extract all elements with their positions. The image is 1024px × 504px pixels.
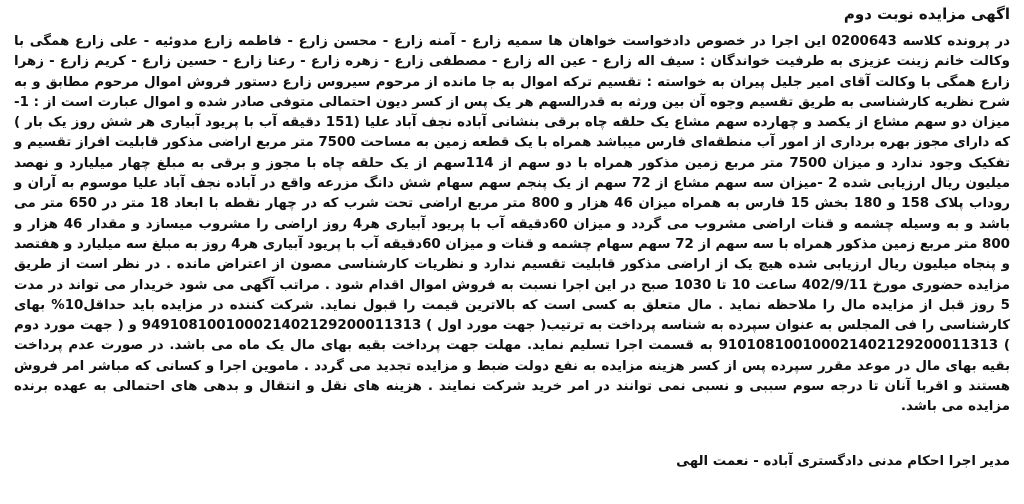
notice-body: در پرونده کلاسه 0200643 این اجرا در خصوص دادخواست خواهان ها سمیه زارع - آمنه زارع - محسن زارع - فاطمه زارع مدوئیه - علی زارع همگی با وکالت خانم زینت عزیزی به طرفیت خواندگان : سیف اله زارع - عین اله زارع - مصطفی زارع - زهره زارع - رعنا زارع - حسین زارع - کریم زارع - زهرا زارع همگی با وکالت آقای امیر جلیل پیران به خواسته : تقسیم ترکه اموال به جا مانده از مرحوم سیروس زارع دستور فروش اموال مرحوم مطابق و به شرح نظریه کارشناسی به طریق تقسیم وجوه آن بین ورثه به قدرالسهم هر یک پس از کسر دیون احتمالی متوفی صادر شده و اموال عبارت است از : 1-میزان دو سهم مشاع از یکصد و چهارده سهم مشاع یک حلقه چاه برقی بنشانی آباده نجف آباد علیا (151 دقیقه آب با پریود آبیاری هر شش روز یک بار ) که دارای مجوز بهره برداری از امور آب منطقه‌ای فارس میباشد همراه با یک قطعه زمین به مساحت 7500 متر مربع اراضی مذکور قابلیت افراز تقسیم و تفکیک وجود ندارد و میزان 7500 متر مربع زمین مذکور همراه با دو سهم از 114سهم از یک حلقه چاه با مجوز و برقی به مبلغ چهار میلیارد و نهصد میلیون ریال ارزیابی شده 2 -میزان سه سهم مشاع از 72 سهم از یک پنجم سهم سهام شش دانگ مزرعه واقع در آباده نجف آباد علیا موسوم به آران و روداب پلاک 158 و 180 بخش 15 فارس به همراه میزان 46 هزار و 800 متر مربع اراضی تحت شرب که در چهار نقطه با ابعاد 18 متر در 650 متر می باشد و به وسیله چشمه و قنات اراضی مشروب می گردد و میزان 60دقیقه آب با پریود آبیاری هر4 روز اراضی را مشروب میسازد و مقدار 46 هزار و 800 متر مربع زمین مذکور همراه با سه سهم از 72 سهم سهام چشمه و قنات و میزان 60دقیقه آب با پریود آبیاری هر4 روز به مبلغ سه میلیارد و هفتصد و پنجاه میلیون ریال ارزیابی شده هیچ یک از اراضی مذکور قابلیت تقسیم ندارد و نظریات کارشناسی مصون از اعتراض مانده . در نظر است از طریق مزایده حضوری مورخ 402/9/11 ساعت 10 تا 1030 صبح در این اجرا نسبت به فروش اموال اقدام شود . مراتب آگهی می شود خریدار می تواند در مدت 5 روز قبل از مزایده مال را ملاحظه نماید . مال متعلق به کسی است که بالاترین قیمت را قبول نماید. شرکت کننده در مزایده باید حداقل10% بهای کارشناسی را فی المجلس به عنوان سپرده به شناسه پرداخت به ترتیب( جهت مورد اول ) 949108100100021402129200011313 و ( جهت مورد دوم ) 910108100100021402129200011313 به قسمت اجرا تسلیم نماید. مهلت جهت پرداخت بقیه بهای مال یک ماه می باشد. در صورت عدم پرداخت بقیه بهای مال در موعد مقرر سپرده پس از کسر هزینه مزایده به نفع دولت ضبط و مزایده تجدید می گردد . ماموین اجرا و کسانی که مباشر امر فروش هستند و اقربا آنان تا درجه سوم سببی و نسبی نمی توانند در امر خرید شرکت نمایند . هزینه های نقل و انتقال و بدهی های احتمالی به عهده برنده مزایده می باشد. — [13, 34, 1011, 415]
notice-title: اگهی مزایده نوبت دوم — [843, 5, 1010, 23]
notice-signature: مدیر اجرا احکام مدنی دادگستری آباده - نعمت الهی — [676, 454, 1010, 469]
